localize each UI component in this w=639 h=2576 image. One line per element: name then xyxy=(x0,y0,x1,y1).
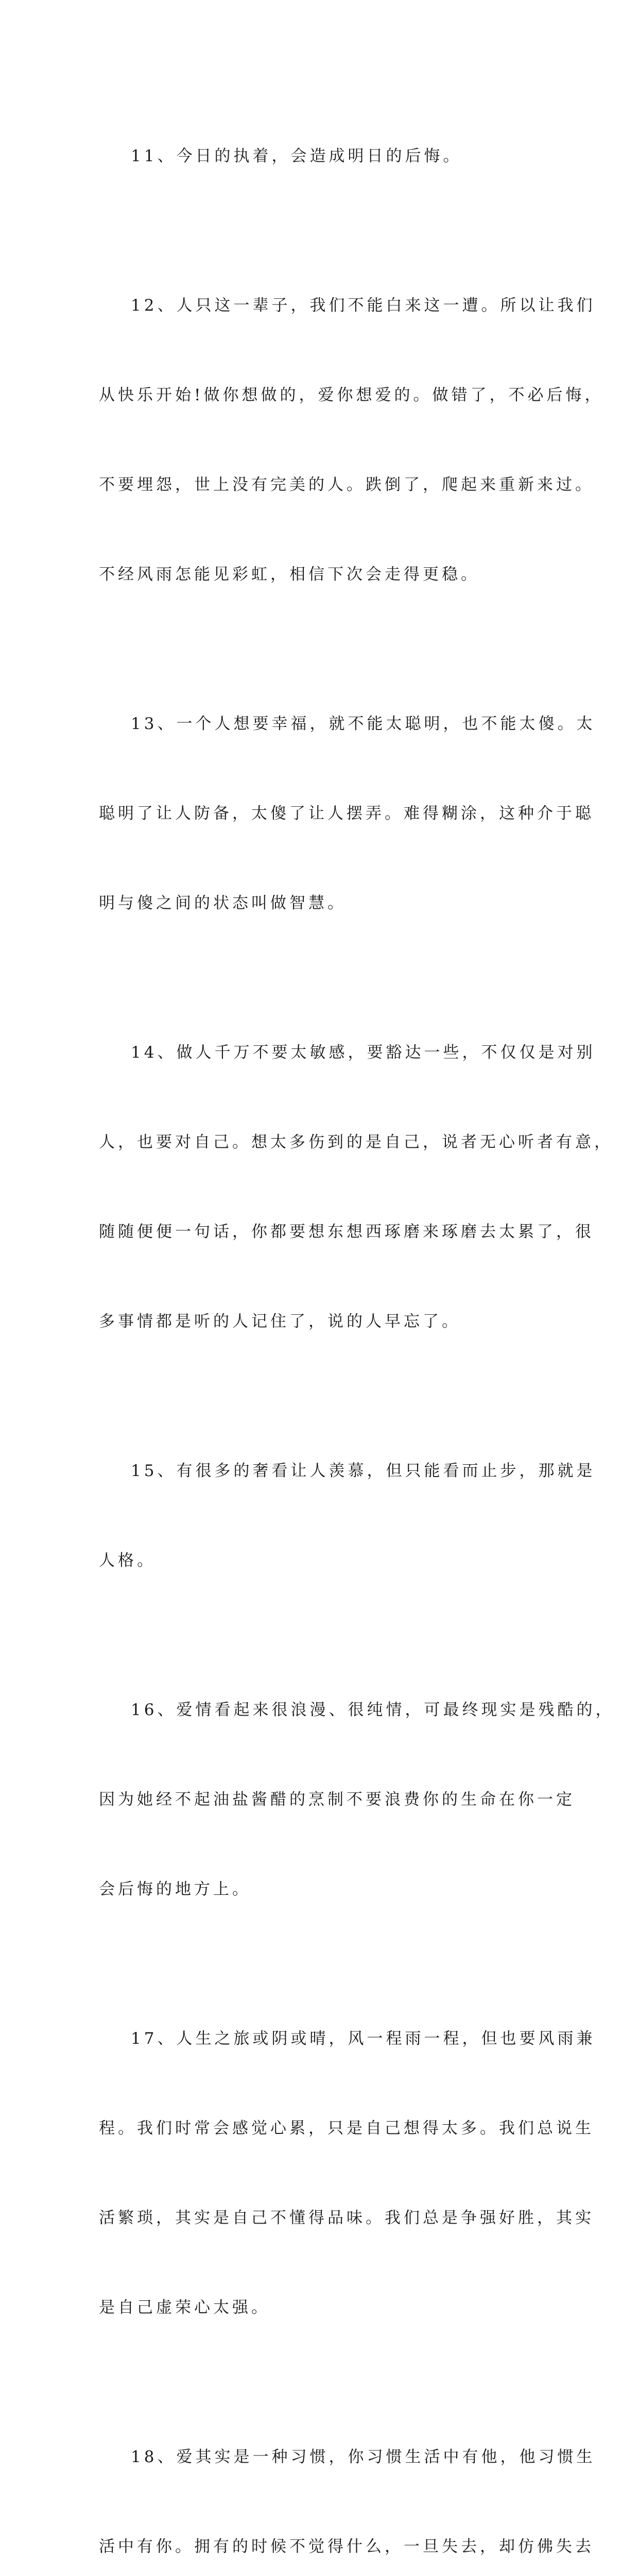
document-body xyxy=(99,81,615,2576)
paragraph-16 xyxy=(99,1635,615,1964)
paragraph-line: 活中有你。拥有的时候不觉得什么，一旦失去，却仿佛失去 xyxy=(99,2537,594,2556)
paragraph-line: 17、人生之旅或阴或晴，风一程雨一程，但也要风雨兼 xyxy=(131,2029,596,2048)
paragraph-line: 14、做人千万不要太敏感，要豁达一些，不仅仅是对别 xyxy=(131,1043,596,1062)
paragraph-line: 11、今日的执着，会造成明日的后悔。 xyxy=(131,147,462,165)
paragraph-17 xyxy=(99,1964,596,2382)
paragraph-line: 12、人只这一辈子，我们不能白来这一遭。所以让我们 xyxy=(131,296,596,315)
paragraph-14 xyxy=(99,978,613,1396)
paragraph-line: 明与傻之间的状态叫做智慧。 xyxy=(99,894,347,912)
paragraph-line: 16、爱情看起来很浪漫、很纯情，可最终现实是残酷的， xyxy=(131,1701,615,1719)
paragraph-18 xyxy=(99,2382,596,2576)
paragraph-line: 不要埋怨，世上没有完美的人。跌倒了，爬起来重新来过。 xyxy=(99,476,594,494)
paragraph-line: 18、爱其实是一种习惯，你习惯生活中有他，他习惯生 xyxy=(131,2448,596,2466)
paragraph-line: 人，也要对自己。想太多伤到的是自己，说者无心听者有意， xyxy=(99,1133,613,1151)
paragraph-line: 会后悔的地方上。 xyxy=(99,1880,251,1899)
paragraph-line: 因为她经不起油盐酱醋的烹制不要浪费你的生命在你一定 xyxy=(99,1790,575,1809)
paragraph-line: 15、有很多的奢看让人羡慕，但只能看而止步，那就是 xyxy=(131,1462,596,1480)
paragraph-line: 是自己虚荣心太强。 xyxy=(99,2298,270,2317)
paragraph-12 xyxy=(99,231,604,649)
paragraph-13 xyxy=(99,649,596,978)
paragraph-line: 聪明了让人防备，太傻了让人摆弄。难得糊涂，这种介于聪 xyxy=(99,804,594,823)
paragraph-11 xyxy=(99,81,546,231)
paragraph-line: 多事情都是听的人记住了，说的人早忘了。 xyxy=(99,1312,461,1331)
paragraph-line: 人格。 xyxy=(99,1551,156,1570)
paragraph-line: 程。我们时常会感觉心累，只是自己想得太多。我们总说生 xyxy=(99,2119,594,2138)
paragraph-line: 不经风雨怎能见彩虹，相信下次会走得更稳。 xyxy=(99,565,480,584)
paragraph-line: 随随便便一句话，你都要想东想西琢磨来琢磨去太累了，很 xyxy=(99,1223,594,1241)
paragraph-line: 活繁琐，其实是自己不懂得品味。我们总是争强好胜，其实 xyxy=(99,2209,594,2227)
paragraph-15 xyxy=(99,1396,596,1635)
paragraph-line: 从快乐开始!做你想做的，爱你想爱的。做错了，不必后悔， xyxy=(99,386,604,404)
paragraph-line: 13、一个人想要幸福，就不能太聪明，也不能太傻。太 xyxy=(131,715,596,733)
